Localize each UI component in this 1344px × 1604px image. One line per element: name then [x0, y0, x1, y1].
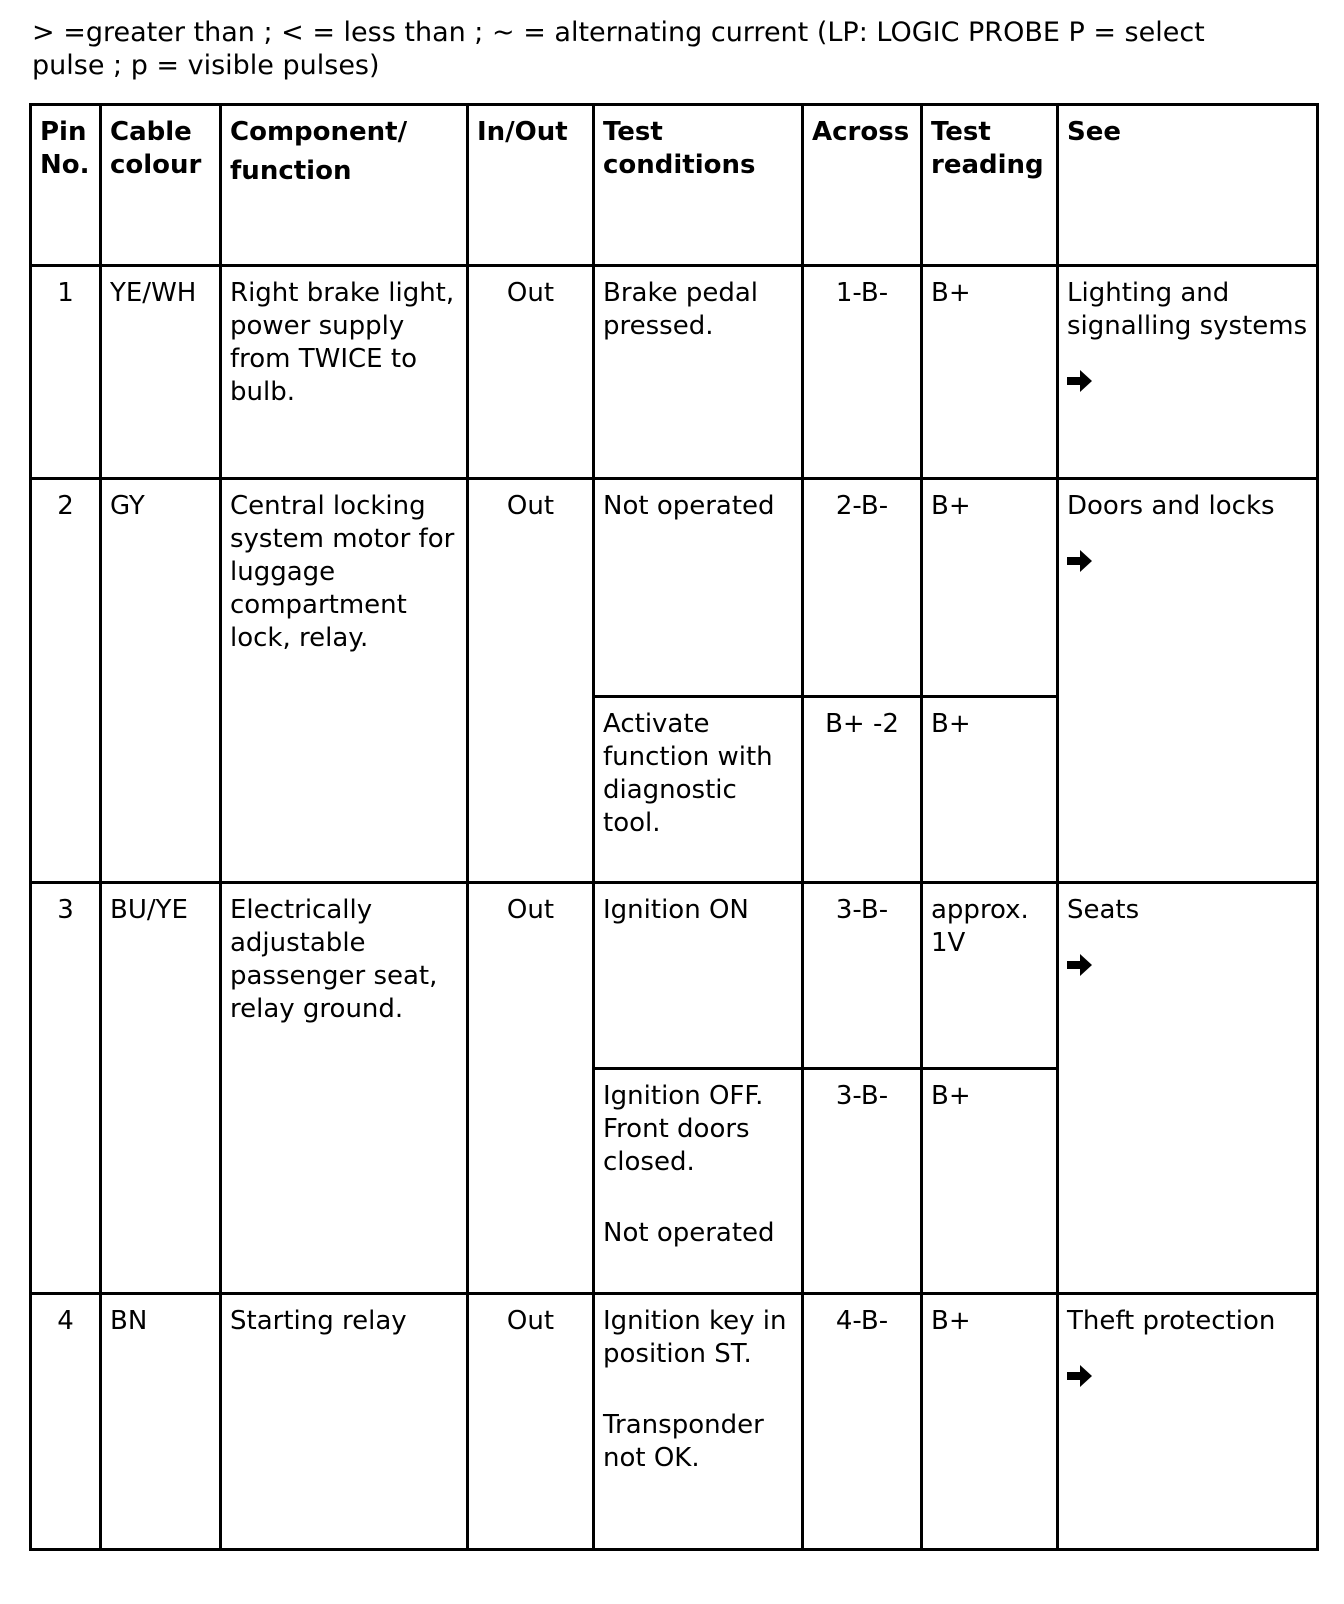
in-out: Out: [468, 266, 594, 479]
test-condition-secondary: Not operated: [603, 1218, 775, 1248]
test-reading: approx. 1V: [922, 883, 1058, 1069]
pin-table: [29, 103, 1319, 1551]
across: 1-B-: [803, 266, 922, 479]
see-cell: [1058, 479, 1318, 883]
pin-number: 1: [31, 266, 101, 479]
legend-line-2: pulse ; p = visible pulses): [32, 50, 380, 81]
see-reference[interactable]: Lighting and signalling systems: [1067, 278, 1308, 341]
legend-line-1: > =greater than ; < = less than ; ~ = alternating current (LP: LOGIC PROBE P = select: [32, 17, 1205, 48]
table-row: [31, 479, 1318, 697]
across: B+ -2: [803, 697, 922, 883]
test-reading: B+: [922, 697, 1058, 883]
across: 3-B-: [803, 1069, 922, 1294]
cable-colour: GY: [101, 479, 221, 883]
table-row: [31, 266, 1318, 479]
test-condition: Ignition key in position ST.: [603, 1306, 787, 1369]
pin-number: 2: [31, 479, 101, 883]
right-arrow-icon[interactable]: [1067, 549, 1093, 573]
test-condition: Ignition OFF. Front doors closed.: [603, 1081, 764, 1177]
test-condition: Activate function with diagnostic tool.: [594, 697, 803, 883]
cable-colour: BU/YE: [101, 883, 221, 1294]
in-out: Out: [468, 883, 594, 1294]
test-reading: B+: [922, 479, 1058, 697]
test-condition: Not operated: [594, 479, 803, 697]
header-test-reading: Test reading: [922, 105, 1058, 266]
header-in-out: In/Out: [468, 105, 594, 266]
in-out: Out: [468, 1294, 594, 1550]
right-arrow-icon[interactable]: [1067, 1364, 1093, 1388]
header-test-conditions: Test conditions: [594, 105, 803, 266]
component-function: Electrically adjustable passenger seat, relay ground.: [221, 883, 468, 1294]
header-row: [31, 105, 1318, 266]
cable-colour: BN: [101, 1294, 221, 1550]
see-cell: [1058, 883, 1318, 1294]
test-condition: Brake pedal pressed.: [594, 266, 803, 479]
see-reference[interactable]: Doors and locks: [1067, 491, 1275, 521]
test-condition: Ignition ON: [594, 883, 803, 1069]
legend: [32, 16, 1322, 82]
see-cell: [1058, 266, 1318, 479]
table-row: [31, 883, 1318, 1069]
table-row: [31, 1294, 1318, 1550]
across: 2-B-: [803, 479, 922, 697]
component-function: Central locking system motor for luggage compartment lock, relay.: [221, 479, 468, 883]
component-function: Right brake light, power supply from TWICE to bulb.: [221, 266, 468, 479]
header-across: Across: [803, 105, 922, 266]
header-see: See: [1058, 105, 1318, 266]
see-reference[interactable]: Theft protection: [1067, 1306, 1276, 1336]
across: 4-B-: [803, 1294, 922, 1550]
test-reading: B+: [922, 1069, 1058, 1294]
test-condition-secondary: Transponder not OK.: [603, 1410, 764, 1473]
pin-number: 3: [31, 883, 101, 1294]
test-condition-cell: [594, 1294, 803, 1550]
header-pin-no: Pin No.: [31, 105, 101, 266]
header-cable-colour: Cable colour: [101, 105, 221, 266]
in-out: Out: [468, 479, 594, 883]
test-condition-cell: [594, 1069, 803, 1294]
header-component-line2: function: [230, 156, 352, 186]
test-reading: B+: [922, 266, 1058, 479]
across: 3-B-: [803, 883, 922, 1069]
header-component-line1: Component/: [230, 117, 408, 147]
pin-number: 4: [31, 1294, 101, 1550]
right-arrow-icon[interactable]: [1067, 953, 1093, 977]
see-reference[interactable]: Seats: [1067, 895, 1140, 925]
right-arrow-icon[interactable]: [1067, 369, 1093, 393]
cable-colour: YE/WH: [101, 266, 221, 479]
component-function: Starting relay: [221, 1294, 468, 1550]
header-component: [221, 105, 468, 266]
see-cell: [1058, 1294, 1318, 1550]
test-reading: B+: [922, 1294, 1058, 1550]
